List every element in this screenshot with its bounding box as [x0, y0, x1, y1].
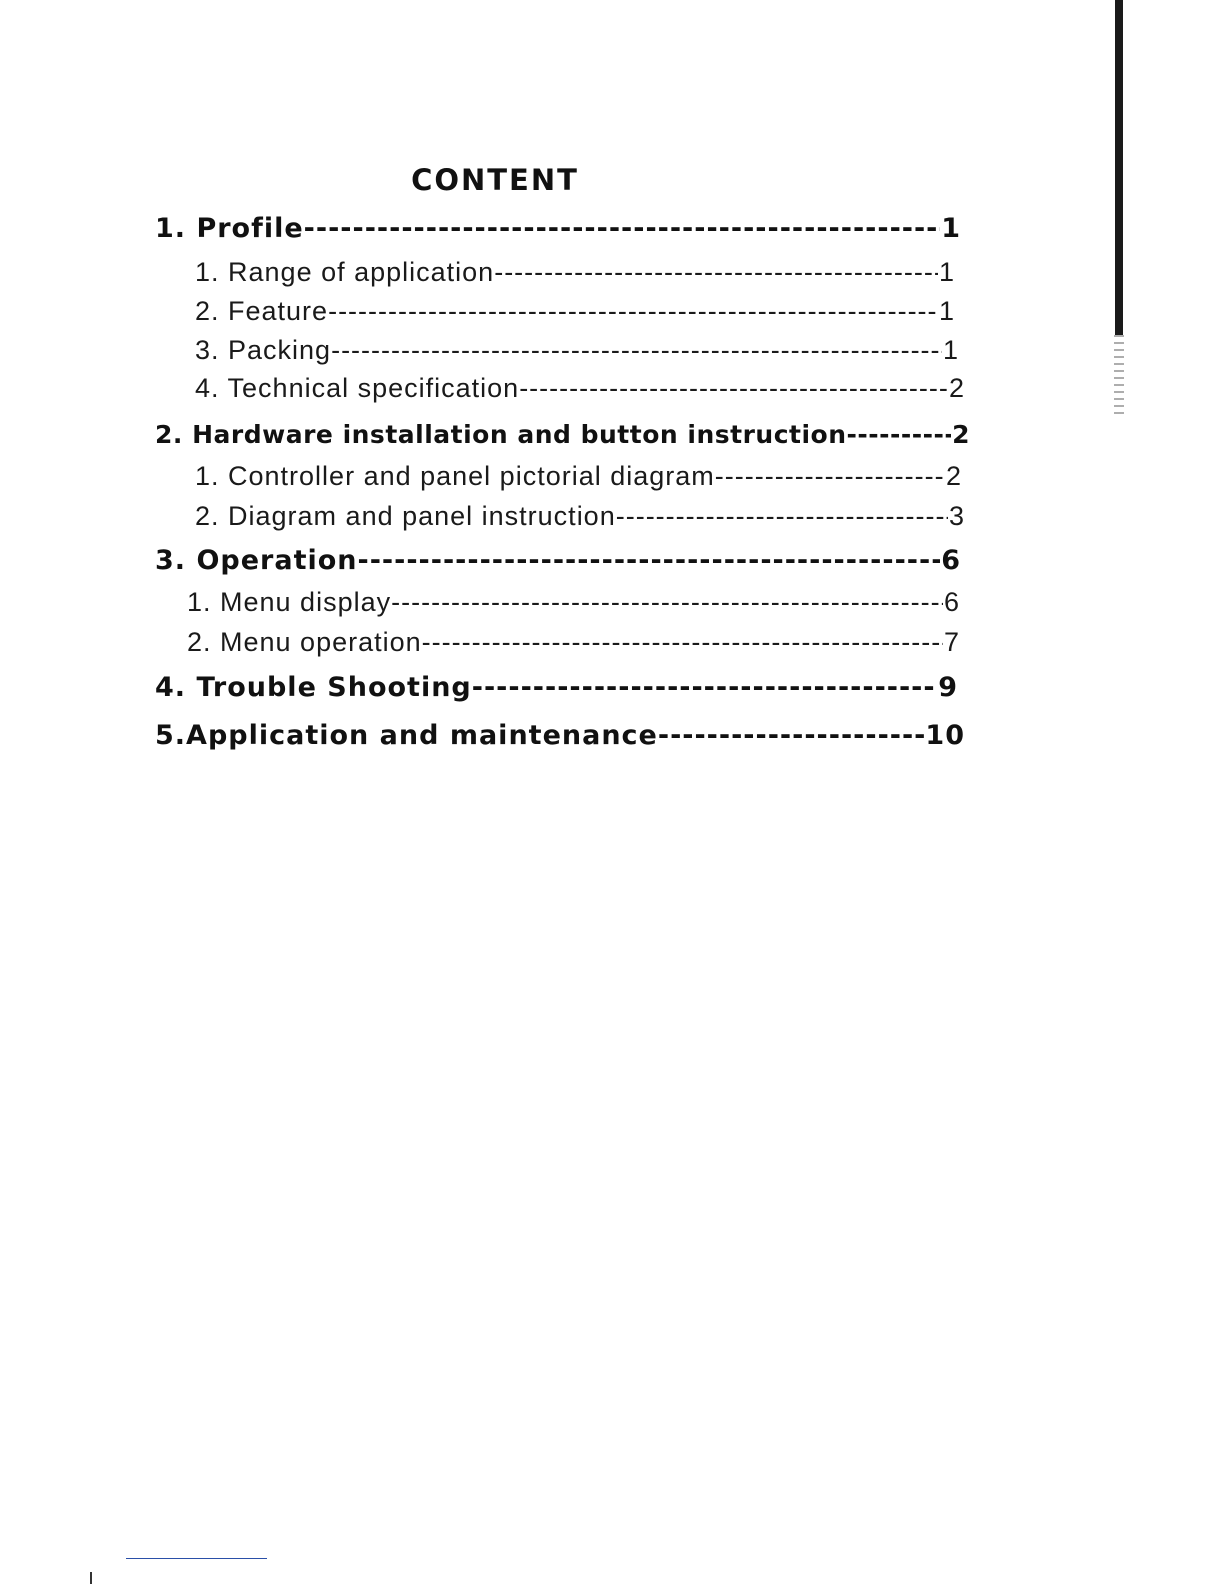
toc-leader	[616, 501, 948, 532]
toc-leader	[715, 461, 945, 492]
toc-item-controller-panel-diagram[interactable]	[195, 461, 962, 492]
toc-item-range-of-application[interactable]	[195, 257, 955, 288]
toc-item-feature[interactable]	[195, 296, 955, 327]
toc-leader	[847, 420, 952, 449]
toc-page: 7	[943, 627, 960, 657]
toc-item-menu-operation[interactable]	[187, 627, 960, 658]
toc-section-operation[interactable]	[155, 545, 961, 576]
toc-label: 1. Profile	[155, 213, 304, 244]
toc-section-hardware-installation[interactable]	[155, 420, 970, 449]
toc-item-technical-specification[interactable]	[195, 373, 965, 404]
scan-edge-bar	[1115, 0, 1123, 335]
toc-label: 4. Trouble Shooting	[155, 672, 472, 703]
toc-page: 2	[952, 420, 970, 449]
toc-label: 2. Feature	[195, 296, 329, 326]
toc-leader	[331, 335, 942, 366]
toc-leader	[391, 587, 943, 618]
toc-section-profile[interactable]	[155, 213, 961, 244]
toc-leader	[494, 257, 938, 288]
footer-tick-mark	[90, 1572, 92, 1584]
toc-page: 1	[938, 257, 955, 287]
toc-page: 6	[941, 545, 961, 576]
toc-label: 1. Controller and panel pictorial diagram	[195, 461, 715, 491]
toc-page: 2	[945, 461, 962, 491]
toc-page: 3	[948, 501, 965, 531]
toc-leader	[519, 373, 948, 404]
toc-page: 2	[948, 373, 965, 403]
toc-leader	[472, 672, 937, 703]
toc-section-application-maintenance[interactable]	[155, 720, 965, 751]
toc-label: 2. Diagram and panel instruction	[195, 501, 616, 531]
toc-leader	[422, 627, 943, 658]
toc-page: 1	[942, 335, 959, 365]
toc-page: 1	[938, 296, 955, 326]
toc-label: 1. Range of application	[195, 257, 495, 287]
toc-leader	[328, 296, 938, 327]
page-title: CONTENT	[411, 163, 579, 197]
toc-label: 2. Hardware installation and button instruction	[155, 420, 847, 449]
toc-label: 1. Menu display	[187, 587, 392, 617]
toc-label: 4. Technical specification	[195, 373, 520, 403]
toc-item-menu-display[interactable]	[187, 587, 960, 618]
toc-label: 3. Packing	[195, 335, 332, 365]
scan-edge-specks	[1114, 335, 1124, 415]
toc-page: 1	[941, 213, 961, 244]
toc-page: 9	[938, 672, 958, 703]
footer-rule	[126, 1558, 267, 1559]
toc-label: 3. Operation	[155, 545, 358, 576]
toc-section-trouble-shooting[interactable]	[155, 672, 958, 703]
toc-leader	[358, 545, 941, 576]
toc-item-packing[interactable]	[195, 335, 959, 366]
toc-leader	[658, 720, 925, 751]
toc-page: 10	[925, 720, 965, 751]
toc-page: 6	[943, 587, 960, 617]
toc-leader	[304, 213, 941, 244]
toc-label: 2. Menu operation	[187, 627, 422, 657]
toc-label: 5.Application and maintenance	[155, 720, 658, 751]
toc-item-diagram-panel-instruction[interactable]	[195, 501, 965, 532]
